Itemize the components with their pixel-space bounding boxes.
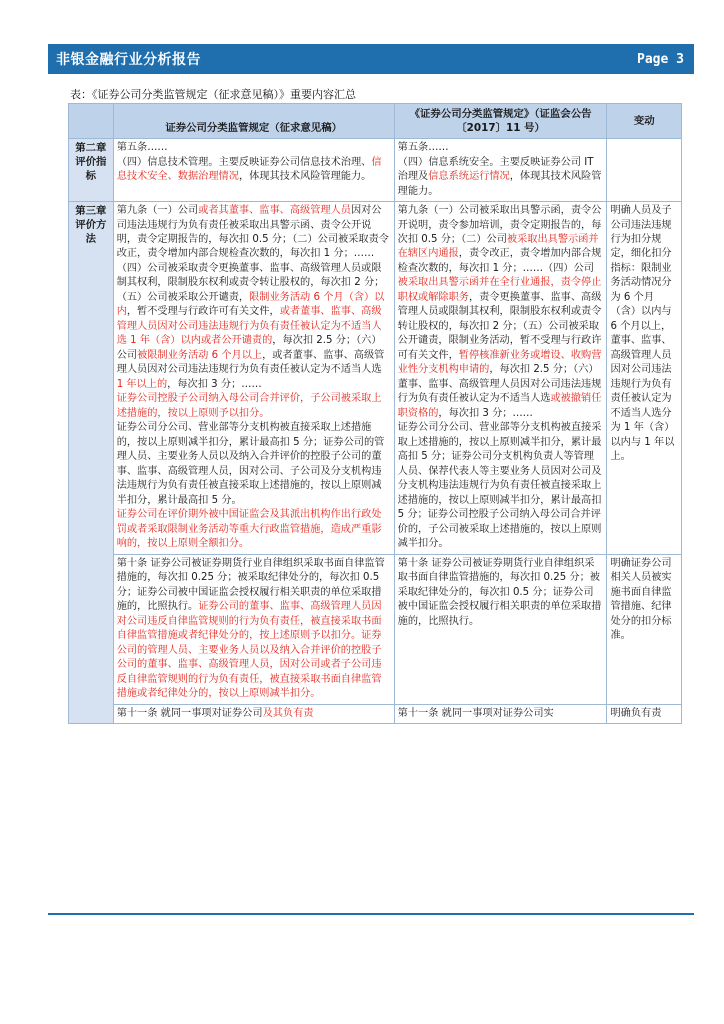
current-text: 第五条……: [397, 142, 449, 154]
draft-cell: [113, 202, 394, 555]
table-row: [69, 554, 682, 704]
text-segment: ，每次扣 2.5 分；（六）董事、监事、高级管理人员因对公司违法违规行为负有责任被认定为不适当人选: [397, 364, 602, 405]
text-segment: ，每次扣 3 分；……: [438, 407, 533, 419]
change-cell: 明确人员及子公司违法违规行为扣分规定，细化扣分指标：限制业务活动情况分为 6 个月（含）以内与 6 个月以上，董事、监事、高级管理人员因对公司违法违规行为负有责任被认定为不适当人选分为 1 年（含）以内与 1 年以上。: [607, 202, 682, 555]
current-cell: [394, 704, 607, 723]
highlight-text: 信息技术安全、数据治理情况: [116, 156, 382, 183]
current-text: [398, 204, 604, 421]
text-segment: ，责令更换董事、监事、高级管理人员或限制其权利，限制股东权利或责令转让股权的，每次扣 2 分；（五）公司被采取公开谴责，限制业务活动，暂不受理与行政许可有关文件，: [397, 291, 602, 361]
row-category: 第二章评价指标: [69, 139, 114, 202]
text-segment: 因对公司违法违规行为负有责任被采取出具警示函、责令公开说明，责令定期报告的，每次扣 0.5 分；（二）公司被采取责令改正，责令增加内部合规检查次数的，每次扣 1 分；……（四）公司被采取责令更换董事、监事、高级管理人员或限制其权利，限制股东权利或责令转让股权的，每次扣 2 分；（五）公司被采取公开谴责，: [116, 205, 389, 303]
header-draft: 证券公司分类监管规定（征求意见稿）: [113, 104, 394, 139]
change-cell: [607, 139, 682, 202]
current-text: 第十条 证券公司被证券期货行业自律组织采取书面自律监管措施的，每次扣 0.25 分；被采取纪律处分的，每次扣 0.5 分；证券公司被中国证监会授权履行相关职责的单位采取措施的，比照执行。: [397, 557, 602, 627]
highlight-text: 信息系统运行情况: [428, 171, 510, 183]
change-cell: 明确负有责: [607, 704, 682, 723]
header-current: 《证券公司分类监管规定》（证监会公告〔2017〕11 号）: [394, 104, 607, 139]
draft-text: [117, 557, 391, 702]
text-segment: ，或者董事、监事、高级管理人员因对公司违法违规行为负有责任被认定为不适当人选: [116, 349, 385, 376]
bottom-divider: [48, 913, 694, 915]
highlight-text: 暂停核准新业务或增设、收购营业性分支机构申请的: [397, 349, 602, 376]
draft-text: 第五条……: [116, 142, 168, 154]
highlight-text: 及其负有责: [262, 707, 314, 719]
current-text: [398, 156, 604, 199]
text-segment: （四）信息技术管理。主要反映证券公司信息技术治理、: [116, 156, 372, 168]
draft-text: 证券公司分公司、营业部等分支机构被直接采取上述措施的，按以上原则减半扣分，累计最高扣 5 分；证券公司的管理人员、主要业务人员以及纳入合并评价的控股子公司的董事、监事、高级管理人员，因对公司、子公司及分支机构违法违规行为负有责任被直接采取上述措施的，按以上原则减半扣分，累计最高扣 5 分。: [116, 422, 385, 506]
text-segment: 第九条（一）公司: [116, 205, 199, 217]
text-segment: ，责令改正，责令增加内部合规检查次数的，每次扣 1 分；……（四）公司: [397, 248, 602, 274]
highlight-text: 或者其董事、监事、高级管理人员: [198, 205, 351, 217]
table-header-row: [69, 104, 682, 139]
highlight-text: 证券公司控股子公司纳入母公司合并评价，子公司被采取上述措施的，按以上原则予以扣分。: [116, 393, 382, 419]
highlight-text: 1 年以上的: [116, 378, 168, 390]
current-text: 第十一条 就同一事项对证券公司实: [397, 707, 554, 719]
current-cell: [394, 139, 607, 202]
table-row: [69, 139, 682, 202]
highlight-text: 或被撤销任职资格的: [397, 393, 602, 419]
highlight-text: 被采取出具警示函并在全行业通报，责令停止职权或解除职务: [397, 277, 602, 303]
draft-text: [117, 204, 391, 392]
text-segment: ，体现其技术风险管理能力。: [238, 171, 372, 183]
draft-cell: [113, 704, 394, 723]
current-cell: [394, 202, 607, 555]
page-number: Page 3: [637, 51, 684, 67]
table-caption: 表：《证券公司分类监管规定（征求意见稿）》重要内容汇总: [70, 88, 356, 101]
regulation-comparison-table: [68, 103, 682, 724]
table-row: [69, 704, 682, 723]
highlight-text: 被限制业务活动 6 个月以上: [137, 349, 263, 361]
report-header: [48, 44, 694, 74]
text-segment: 第十条 证券公司被证券期货行业自律组织采取书面自律监管措施的，每次扣 0.25 分；被采取纪律处分的，每次扣 0.5 分；证券公司被中国证监会授权履行相关职责的单位采取措施的，比照执行。: [116, 557, 385, 613]
highlight-text: 或者董事、监事、高级管理人员因对公司违法违规行为负有责任被认定为不适当人选 1 年（含）以内或者公开谴责的: [116, 306, 382, 347]
change-cell: 明确证券公司相关人员被实施书面自律监管措施、纪律处分的扣分标准。: [607, 554, 682, 704]
row-category: 第三章评价方法: [69, 202, 114, 724]
header-change: 变动: [607, 104, 682, 139]
text-segment: 第十一条 就同一事项对证券公司: [116, 707, 263, 719]
draft-text: [117, 707, 391, 721]
text-segment: ，暂不受理与行政许可有关文件，: [126, 306, 280, 318]
text-segment: ，体现其技术风险管理能力。: [397, 171, 602, 197]
highlight-text: 被采取出具警示函并在辖区内通报: [397, 234, 599, 260]
text-segment: ，每次扣 2.5 分；（六）公司: [116, 335, 382, 361]
current-cell: [394, 554, 607, 704]
highlight-text: 限制业务活动 6 个月（含）以内: [116, 291, 385, 318]
report-title: 非银金融行业分析报告: [56, 52, 201, 68]
text-segment: ，每次扣 3 分；……: [167, 378, 262, 390]
draft-text: [117, 156, 391, 185]
current-text: 证券公司分公司、营业部等分支机构被直接采取上述措施的，按以上原则减半扣分，累计最高扣 5 分；证券公司分支机构负责人等管理人员、保荐代表人等主要业务人员因对公司及分支机构违法违规行为负有责任被直接采取上述措施的，按以上原则减半扣分，累计最高扣 5 分；证券公司控股子公司纳入母公司合并评价的，子公司被采取上述措施的，按以上原则减半扣分。: [397, 422, 602, 550]
header-category: [69, 104, 114, 139]
text-segment: （四）信息系统安全。主要反映证券公司 IT 治理及: [397, 156, 594, 183]
table-row: [69, 202, 682, 555]
draft-cell: [113, 554, 394, 704]
text-segment: 第九条（一）公司被采取出具警示函，责令公开说明，责令参加培训，责令定期报告的，每次扣 0.5 分；（二）公司: [397, 205, 602, 245]
draft-cell: [113, 139, 394, 202]
highlight-text: 证券公司的董事、监事、高级管理人员因对公司违反自律监管规则的行为负有责任，被直接采取书面自律监管措施或者纪律处分的，按上述原则予以扣分。证券公司的管理人员、主要业务人员以及纳入合并评价的控股子公司的董事、监事、高级管理人员，因对公司或者子公司违反自律监管规则的行为负有责任，被直接采取书面自律监管措施或者纪律处分的，按以上原则减半扣分。: [116, 601, 382, 700]
highlight-text: 证券公司在评价期外被中国证监会及其派出机构作出行政处罚或者采取限制业务活动等重大行政监管措施，造成严重影响的，按以上原则全额扣分。: [116, 509, 382, 550]
